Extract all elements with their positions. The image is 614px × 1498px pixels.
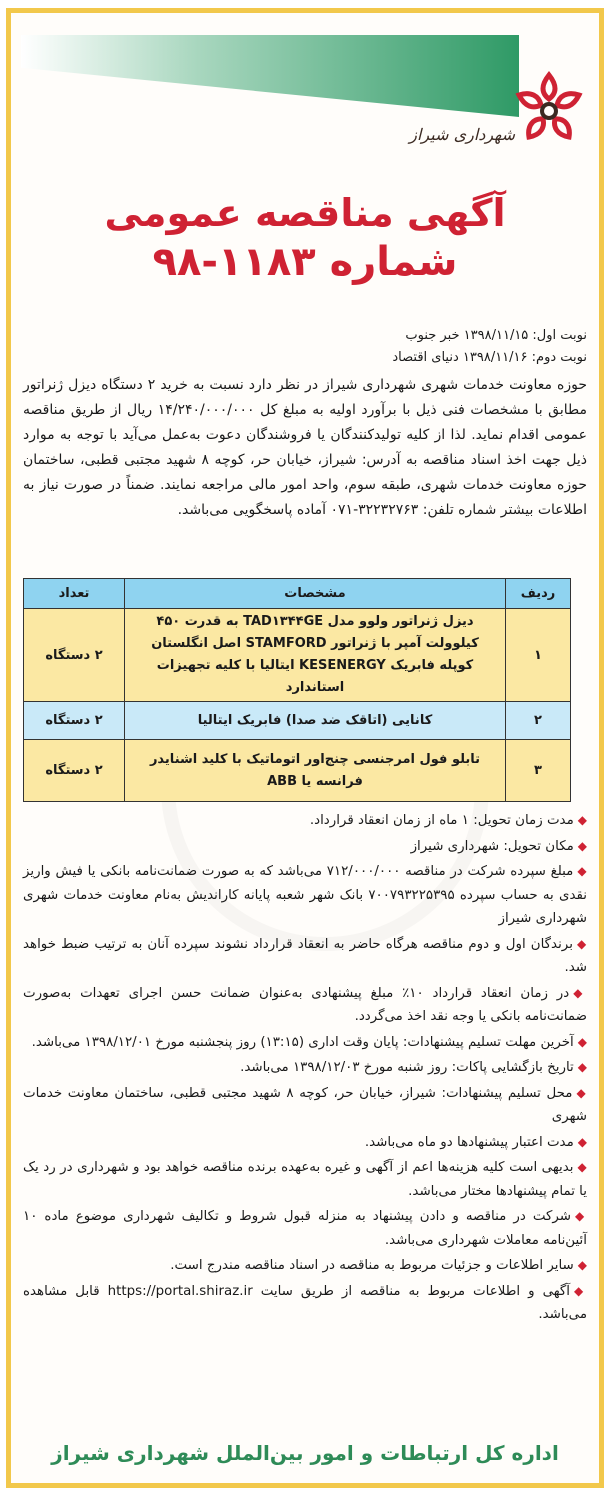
ad-title: آگهی مناقصه عمومی (104, 191, 506, 235)
header-row-number: ردیف (506, 579, 571, 609)
logo-caption: شهرداری شیراز (409, 125, 515, 144)
spec-table (23, 578, 571, 802)
diamond-bullet-icon: ◆ (577, 1034, 587, 1049)
row-qty: ۲ دستگاه (24, 702, 125, 740)
list-item: ◆محل تسلیم پیشنهادات: شیراز، خیابان حر، کوچه ۸ شهید مجتبی قطبی، ساختمان معاونت خدمات شهری (23, 1085, 587, 1124)
diamond-bullet-icon: ◆ (577, 1060, 587, 1074)
diamond-bullet-icon: ◆ (573, 985, 588, 1000)
publication-dates (23, 325, 587, 369)
list-item: ◆برندگان اول و دوم مناقصه هرگاه حاضر به انعقاد قرارداد نشوند سپرده آنان به ترتیب ضبط خواهد شد. (23, 936, 588, 975)
footer-office-name: اداره کل ارتباطات و امور بین‌الملل شهرداری شیراز (51, 1441, 559, 1465)
list-item: ◆شرکت در مناقصه و دادن پیشنهاد به منزله قبول شروط و تکالیف شهرداری موضوع ماده ۱۰ آئین‌نامه معاملات شهرداری می‌باشد. (23, 1209, 587, 1248)
header-spec: مشخصات (125, 579, 506, 609)
diamond-bullet-icon: ◆ (577, 1258, 587, 1272)
list-item: ◆مکان تحویل: شهرداری شیراز (410, 838, 587, 854)
diamond-bullet-icon: ◆ (577, 813, 587, 827)
row-qty: ۲ دستگاه (24, 740, 125, 802)
row-number: ۲ (506, 702, 571, 740)
conditions-list (23, 809, 587, 1329)
row-spec: تابلو فول امرجنسی چنج‌اور اتوماتیک با کلید اشنایدر فرانسه یا ABB (125, 740, 506, 802)
first-publication: نوبت اول: ۱۳۹۸/۱۱/۱۵ خبر جنوب (405, 328, 587, 343)
diamond-bullet-icon: ◆ (576, 936, 588, 951)
list-item: ◆در زمان انعقاد قرارداد ۱۰٪ مبلغ پیشنهادی به‌عنوان ضمانت حسن اجرای تعهدات به‌صورت ضمانت‌نامه بانکی یا وجه نقد اخذ می‌گردد. (23, 985, 588, 1024)
shiraz-flower-logo-icon (509, 69, 589, 149)
diamond-bullet-icon: ◆ (577, 1134, 587, 1149)
list-item: ◆مدت زمان تحویل: ۱ ماه از زمان انعقاد قرارداد. (309, 813, 587, 828)
diamond-bullet-icon: ◆ (574, 1283, 587, 1298)
list-item: ◆آگهی و اطلاعات مربوط به مناقصه از طریق سایت https://portal.shiraz.ir قابل مشاهده می‌باشد. (23, 1283, 587, 1322)
tender-number: شماره ۱۱۸۳-۹۸ (152, 239, 458, 285)
diamond-bullet-icon: ◆ (574, 1209, 587, 1223)
ad-frame (6, 8, 604, 1488)
second-publication: نوبت دوم: ۱۳۹۸/۱۱/۱۶ دنیای اقتصاد (392, 350, 587, 365)
intro-paragraph: حوزه معاونت خدمات شهری شهرداری شیراز در نظر دارد نسبت به خرید ۲ دستگاه دیزل ژنراتور مطابق با مشخصات فنی ذیل با برآورد اولیه به مبلغ کل ۱۴/۲۴۰/۰۰۰/۰۰۰ ریال از طریق مناقصه عمومی اقدام نماید. لذا از کلیه تولیدکنندگان یا فروشندگان دعوت به‌عمل می‌آید با توجه به موارد ذیل جهت اخذ اسناد مناقصه به آدرس: شیراز، خیابان حر، کوچه ۸ شهید مجتبی قطبی، ساختمان حوزه معاونت خدمات شهری، طبقه سوم، واحد امور مالی مراجعه نمایند. ضمناً در صورت نیاز به اطلاعات بیشتر شماره تلفن: ۳۲۲۳۲۷۶۳-۰۷۱ آماده پاسخگویی می‌باشد. (23, 377, 587, 518)
diamond-bullet-icon: ◆ (577, 864, 587, 878)
table-row (24, 702, 571, 740)
row-spec: کانایی (اتاقک ضد صدا) فابریک ایتالیا (125, 702, 506, 740)
row-number: ۱ (506, 609, 571, 702)
list-item: ◆بدیهی است کلیه هزینه‌ها اعم از آگهی و غیره به‌عهده برنده مناقصه خواهد بود و شهرداری در رد یک یا تمام پیشنهادها مختار می‌باشد. (23, 1160, 587, 1199)
list-item: ◆مدت اعتبار پیشنهادها دو ماه می‌باشد. (364, 1134, 587, 1150)
list-item: ◆سایر اطلاعات و جزئیات مربوط به مناقصه در اسناد مناقصه مندرج است. (170, 1258, 587, 1273)
list-item: ◆تاریخ بازگشایی پاکات: روز شنبه مورخ ۱۳۹۸/۱۲/۰۳ می‌باشد. (240, 1060, 587, 1075)
table-row (24, 609, 571, 702)
row-qty: ۲ دستگاه (24, 609, 125, 702)
list-item: ◆مبلغ سپرده شرکت در مناقصه ۷۱۲/۰۰۰/۰۰۰ می‌باشد که به صورت ضمانت‌نامه بانکی یا فیش واریز نقدی به حساب سپرده ۷۰۰۷۹۳۲۲۵۳۹۵ بانک شهر شعبه پایانه کاراندیش به‌نام معاونت خدمات شهری شهرداری شیراز (23, 864, 587, 926)
header-qty: تعداد (24, 579, 125, 609)
table-row (24, 740, 571, 802)
diamond-bullet-icon: ◆ (577, 838, 587, 853)
diamond-bullet-icon: ◆ (576, 1085, 587, 1100)
header-band (21, 35, 519, 117)
list-item: ◆آخرین مهلت تسلیم پیشنهادات: پایان وقت اداری (۱۳:۱۵) روز پنجشنبه مورخ ۱۳۹۸/۱۲/۰۱ می‌باشد. (31, 1034, 587, 1050)
diamond-bullet-icon: ◆ (577, 1160, 587, 1174)
row-number: ۳ (506, 740, 571, 802)
row-spec: دیزل ژنراتور ولوو مدل TAD۱۳۴۴GE به قدرت ۴۵۰ کیلوولت آمپر با ژنراتور STAMFORD اصل انگلستان کوپله فابریک KESENERGY ایتالیا با کلیه تجهیزات استاندارد (125, 609, 506, 702)
